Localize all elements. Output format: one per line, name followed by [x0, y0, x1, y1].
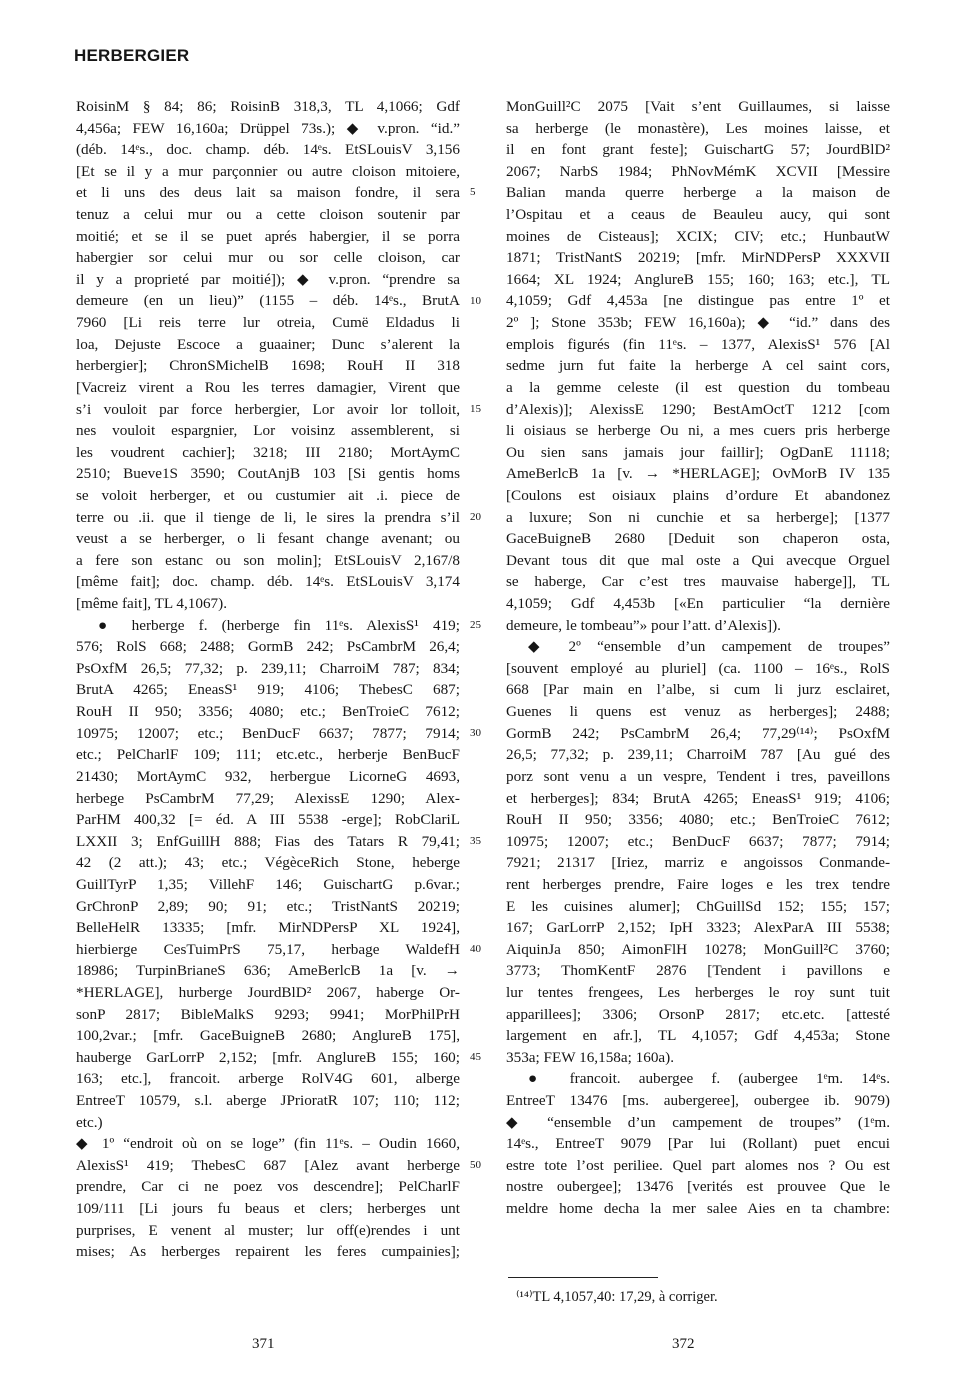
text-line: 26,5; 77,32; p. 239,11; CharroiM 787 [Au gué des [506, 746, 890, 764]
text-line: 7960 [Li reis terre lur otreia, Cumë Eldadus li [76, 314, 460, 332]
text-line: habergier sor celui mur ou sor celle cloison, car [76, 249, 460, 267]
text-line: 4,456a; FEW 16,160a; Drüppel 73s.); ◆ v.pron. “id.” [76, 119, 460, 137]
line-number: 30 [470, 726, 481, 739]
line-number: 25 [470, 618, 481, 631]
text-line: [même fait]; doc. champ. déb. 14ᵉs. EtSLouisV 3,174 [76, 573, 460, 591]
text-line: a luxure; Son ni cunchie et sa herberge]; [1377 [506, 508, 890, 526]
text-line: [Vacreiz virent a Rou les terres damagier, Virent que [76, 378, 460, 396]
text-line: Balian manda querre herberge a la maison de [506, 184, 890, 202]
text-line: [Et se il y a mur parçonnier ou autre cloison mitoiere, [76, 162, 460, 180]
line-number: 35 [470, 835, 481, 848]
text-line: ● herberge f. (herberge fin 11ᵉs. AlexisS¹ 419; [98, 616, 460, 634]
page-number-right: 372 [672, 1336, 695, 1352]
text-line: 2º ]; Stone 353b; FEW 16,160a); ◆ “id.” dans des [506, 314, 890, 332]
line-number: 15 [470, 402, 481, 415]
text-line: ◆ 1º “endroit où on se loge” (fin 11ᵉs. – Oudin 1660, [76, 1135, 460, 1153]
line-number: 40 [470, 943, 481, 956]
text-line: AmeBerlcB 1a [v. → *HERLAGE]; OvMorB IV 135 [506, 465, 890, 483]
line-number: 50 [470, 1159, 481, 1172]
text-line: [même fait], TL 4,1067). [76, 595, 227, 613]
text-line: MonGuill²C 2075 [Vait s’ent Guillaumes, si laisse [506, 98, 890, 115]
text-line: 1664; XL 1924; AnglureB 155; 160; 163; etc.], TL [506, 270, 890, 288]
text-line: 109/111 [Li jours fu beaus et clers; herberges unt [76, 1200, 460, 1218]
line-number: 45 [470, 1051, 481, 1064]
text-line: 4,1059; Gdf 4,453a [ne distingue pas entre 1º et [506, 292, 890, 310]
text-line: terre ou .ii. que il tienge de li, le sires la prendra s’il [76, 508, 460, 526]
line-number: 20 [470, 510, 481, 523]
text-line: a fere son estanc ou son molin]; EtSLouisV 2,167/8 [76, 551, 460, 569]
text-line: et herberges]; 834; BrutA 4265; EneasS¹ 919; 4106; [506, 789, 890, 807]
text-line: RouH II 950; 3356; 4080; etc.; BenTroieC 7612; [76, 703, 460, 721]
text-line: 100,2var.; [mfr. GaceBuigneB 2680; AnglureB 175], [76, 1027, 460, 1045]
text-line: lur tentes frengees, Les herberges le roy sunt tuit [506, 983, 890, 1001]
text-line: RouH II 950; 3356; 4080; etc.; BenTroieC 7612; [506, 811, 890, 829]
text-line: demeure (en un lieu)” (1155 – déb. 14ᵉs., BrutA [76, 292, 460, 310]
text-line: nostre oubergee]; 13476 [verités est prouvee Que le [506, 1178, 890, 1196]
text-line: BrutA 4265; EneasS¹ 919; 4106; ThebesC 687; [76, 681, 460, 699]
text-line: RoisinM § 84; 86; RoisinB 318,3, TL 4,1066; Gdf [76, 98, 460, 115]
line-number: 5 [470, 186, 476, 199]
text-line: a la gemme celeste (il est question du tombeau [506, 378, 890, 396]
text-line: Guenes li quens est venuz as herberges]; 2488; [506, 703, 890, 721]
text-line: AlexisS¹ 419; ThebesC 687 [Alez avant herberge [76, 1156, 460, 1174]
text-line: Devant tous dit que mal oste a Qui avecque Orguel [506, 551, 890, 569]
text-line: moines de Cisteaus]; XCIX; CIV; etc.; HunbautW [506, 227, 890, 245]
right-column [506, 96, 890, 1220]
text-line: se voloit herberger, et ou custumier ait .i. piece de [76, 486, 460, 504]
line-number: 10 [470, 294, 481, 307]
text-line: ◆ 2º “ensemble d’un campement de troupes” [528, 638, 890, 656]
text-line: *HERLAGE], hurberge JourdBlD² 2067, haberge Or- [76, 983, 460, 1001]
text-line: sedme jurn fut faite la herberge A cel saint cors, [506, 357, 890, 375]
text-line: 7921; 21317 [Iriez, marriz e angoissos Conmande- [506, 854, 890, 872]
text-line: porz sont venu a un vespre, Tendent i tres, paveillons [506, 767, 890, 785]
text-line: estre tote l’ost periliee. Quel part alomes nos ? Ou est [506, 1156, 890, 1174]
text-line: sonP 2817; BibleMalkS 9293; 9941; MorPhilPrH [76, 1005, 460, 1023]
text-line: l’Ospitau et a ceaus de Beauleu aucy, qui sont [506, 206, 890, 224]
text-line: EntreeT 13476 [ms. aubergeree], oubergee ib. 9079) [506, 1092, 890, 1110]
text-line: veust a se herberger, o li fesant change avenant; ou [76, 530, 460, 548]
text-line: apparillees]; 3306; OrsonP 2817; etc.etc. [attesté [506, 1005, 890, 1023]
text-line: 10975; 12007; etc.; BenDucF 6637; 7877; 7914; [76, 724, 460, 742]
text-line: ● francoit. aubergee f. (aubergee 1ᵉm. 14ᵉs. [528, 1070, 890, 1088]
page-number-left: 371 [252, 1336, 275, 1352]
text-line: 4,1059; Gdf 4,453b [«En particulier “la dernière [506, 595, 890, 613]
text-line: il en font grant feste]; GuischartG 57; JourdBlD² [506, 141, 890, 159]
text-line: Ou sien sans jamais jour faillir]; OgDanE 11118; [506, 443, 890, 461]
text-line: [Coulons est oisiaux plains d’ordure Et abandonez [506, 486, 890, 504]
text-line: GormB 242; PsCambrM 26,4; 77,29⁽¹⁴⁾; PsOxfM [506, 724, 890, 742]
text-line: largement en afr.], TL 4,1057; Gdf 4,453a; Stone [506, 1027, 890, 1045]
text-line: meldre home decha la mer salee Aies en ta chambre: [506, 1200, 890, 1218]
text-line: 42 (2 att.); 43; etc.; VégèceRich Stone, heberge [76, 854, 460, 872]
running-headword: HERBERGIER [74, 46, 190, 65]
text-line: et li uns des deus lait sa maison fondre, il sera [76, 184, 460, 202]
text-line: E les cuisines alumer]; ChGuillSd 152; 155; 157; [506, 897, 890, 915]
text-line: tenuz a celui mur ou a cette cloison soutenir par [76, 206, 460, 224]
text-line: nes vouloit espargnier, Lor voisinz assemblerent, si [76, 422, 460, 440]
text-line: 2510; Bueve1S 3590; CoutAnjB 103 [Si gentis homs [76, 465, 460, 483]
text-line: li oisiaus se herberge Ou ni, a mes cuers pris herberge [506, 422, 890, 440]
text-line: 18986; TurpinBrianeS 636; AmeBerlcB 1a [v. → [76, 962, 460, 980]
text-line: mises; As herberges repairent les feres cumpainies]; [76, 1243, 460, 1261]
text-line: prendre, Car ci ne poez vos descendre]; PelCharlF [76, 1178, 460, 1196]
text-line: d’Alexis)]; AlexissE 1290; BestAmOctT 1212 [com [506, 400, 890, 418]
text-line: 167; GarLorrP 2,152; IpH 3323; AlexParA III 5538; [506, 919, 890, 937]
text-line: 3773; ThomKentF 2876 [Tendent i pavillons e [506, 962, 890, 980]
text-line: 576; RolS 668; 2488; GormB 242; PsCambrM 26,4; [76, 638, 460, 656]
text-line: 14ᵉs., EntreeT 9079 [Par lui (Rollant) puet encui [506, 1135, 890, 1153]
text-line: rent herberges prendre, Faire loges e les trex tendre [506, 875, 890, 893]
text-line: 2067; NarbS 1984; PhNovMémK XCVII [Messire [506, 162, 890, 180]
text-line: 668 [Par main en l’albe, si cum li jurz esclairet, [506, 681, 890, 699]
text-line: hierbierge CesTuimPrS 75,17, herbage WaldefH [76, 940, 460, 958]
text-line: moitié; et se il se puet aprés habergier, il se porra [76, 227, 460, 245]
text-line: 10975; 12007; etc.; BenDucF 6637; 7877; 7914; [506, 832, 890, 850]
text-line: s’i vouloit par force herbergier, Lor avoir lor tolloit, [76, 400, 460, 418]
text-line: loa, Dejuste Escoce a guaainer; Dunc s’alerent la [76, 335, 460, 353]
text-line: [souvent employé au pluriel] (ca. 1100 – 16ᵉs., RolS [506, 659, 890, 677]
text-line: 353a; FEW 16,158a; 160a). [506, 1048, 675, 1066]
text-line: PsOxfM 26,5; 77,32; p. 239,11; CharroiM 787; 834; [76, 659, 460, 677]
text-line: LXXII 3; EnfGuillH 888; Fias des Tatars R 79,41; [76, 832, 460, 850]
text-line: ParHM 400,32 [= éd. A III 5538 -erge]; RobClariL [76, 811, 460, 829]
text-line: herbergier]; ChronSMichelB 1698; RouH II 318 [76, 357, 460, 375]
footnote-rule [508, 1277, 658, 1278]
text-line: sa herberge (le monastère), Les moines laisse, et [506, 119, 890, 137]
text-line: EntreeT 10579, s.l. aberge JPrioratR 107; 110; 112; [76, 1092, 460, 1110]
text-line: 163; etc.], francoit. arberge RolV4G 601, alberge [76, 1070, 460, 1088]
text-line: GaceBuigneB 2680 [Deduit son chaperon osta, [506, 530, 890, 548]
text-line: 21430; MortAymC 932, herbergue LicorneG 4693, [76, 767, 460, 785]
text-line: 1871; TristNantS 20219; [mfr. MirNDPersP XXXVII [506, 249, 890, 267]
text-line: ◆ “ensemble d’un campement de troupes” (1ᵉm. [506, 1113, 890, 1131]
text-line: hauberge GarLorrP 2,152; [mfr. AnglureB 155; 160; [76, 1048, 460, 1066]
text-line: etc.; PelCharlF 109; 111; etc.etc., herberje BenBucF [76, 746, 460, 764]
text-line: etc.) [76, 1113, 103, 1131]
text-line: emplois figurés (fin 11ᵉs. – 1377, AlexisS¹ 576 [Al [506, 335, 890, 353]
text-line: demeure, le tombeau”» pour l’att. d’Alexis]). [506, 616, 781, 634]
text-line: (déb. 14ᵉs., doc. champ. déb. 14ᵉs. EtSLouisV 3,156 [76, 141, 460, 159]
text-line: AiquinJa 850; AimonFlH 10278; MonGuill²C 3760; [506, 940, 890, 958]
text-line: il y a proprieté par moitié]); ◆ v.pron. “prendre sa [76, 270, 460, 288]
left-column [76, 96, 460, 1263]
text-line: se haberge, Car c’est tres mauvaise haberge]], TL [506, 573, 890, 591]
text-line: les voudrent cachier]; 3218; III 2180; MortAymC [76, 443, 460, 461]
footnote: ⁽¹⁴⁾TL 4,1057,40: 17,29, à corriger. [516, 1289, 718, 1305]
text-line: GrChronP 2,89; 90; 91; etc.; TristNantS 20219; [76, 897, 460, 915]
text-line: BelleHelR 13335; [mfr. MirNDPersP XL 1924], [76, 919, 460, 937]
text-line: GuillTyrP 1,35; VillehF 146; GuischartG p.6var.; [76, 875, 460, 893]
text-line: herbege PsCambrM 77,29; AlexissE 1290; Alex- [76, 789, 460, 807]
text-line: purprises, E venent al muster; lur off(e)rendes i unt [76, 1221, 460, 1239]
